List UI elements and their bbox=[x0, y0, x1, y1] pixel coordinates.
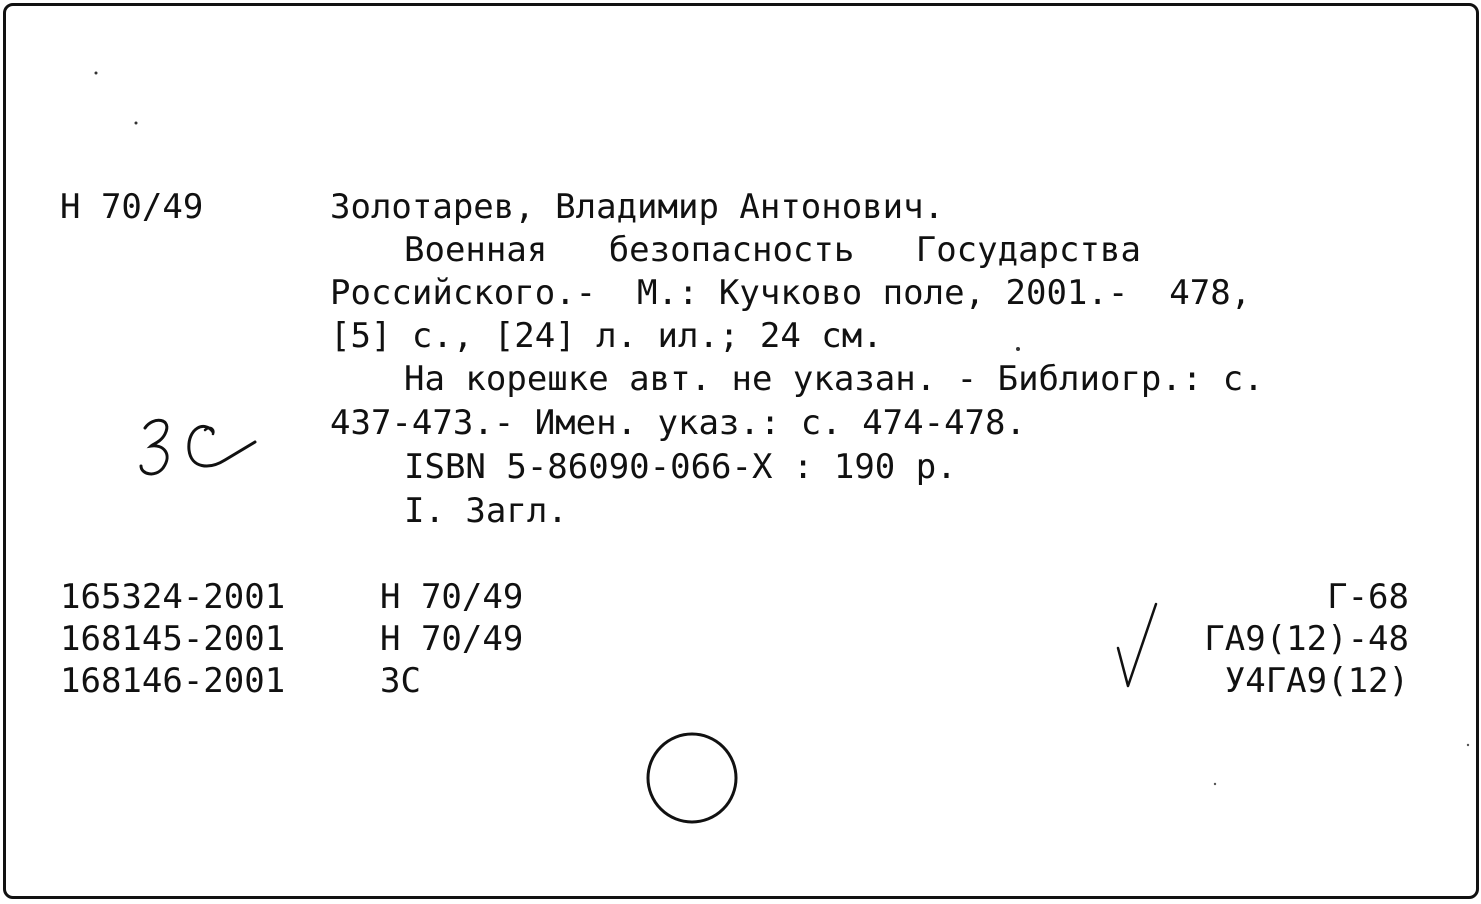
tracing-line: I. Загл. bbox=[404, 491, 568, 531]
holding-location-3: 3С bbox=[380, 661, 421, 701]
holding-location-2: Н 70/49 bbox=[380, 619, 524, 659]
holding-location-1: Н 70/49 bbox=[380, 577, 524, 617]
note-line-2: 437-473.- Имен. указ.: с. 474-478. bbox=[330, 403, 1026, 443]
title-line-2: Российского.- М.: Кучково поле, 2001.- 478, bbox=[330, 273, 1252, 313]
classification-1: Г-68 bbox=[1327, 577, 1409, 617]
holding-inventory-2: 168145-2001 bbox=[60, 619, 286, 659]
author-heading: Золотарев, Владимир Антонович. bbox=[330, 187, 945, 227]
holding-inventory-1: 165324-2001 bbox=[60, 577, 286, 617]
classification-3: У4ГА9(12) bbox=[1224, 661, 1409, 701]
note-line-1: На корешке авт. не указан. - Библиогр.: с. bbox=[404, 359, 1264, 399]
holding-inventory-3: 168146-2001 bbox=[60, 661, 286, 701]
title-line-3: [5] с., [24] л. ил.; 24 см. bbox=[330, 316, 883, 356]
classification-2: ГА9(12)-48 bbox=[1204, 619, 1409, 659]
shelf-mark: Н 70/49 bbox=[60, 187, 204, 227]
title-line-1: Военная безопасность Государства bbox=[404, 230, 1141, 270]
isbn-line: ISBN 5-86090-066-X : 190 р. bbox=[404, 447, 957, 487]
